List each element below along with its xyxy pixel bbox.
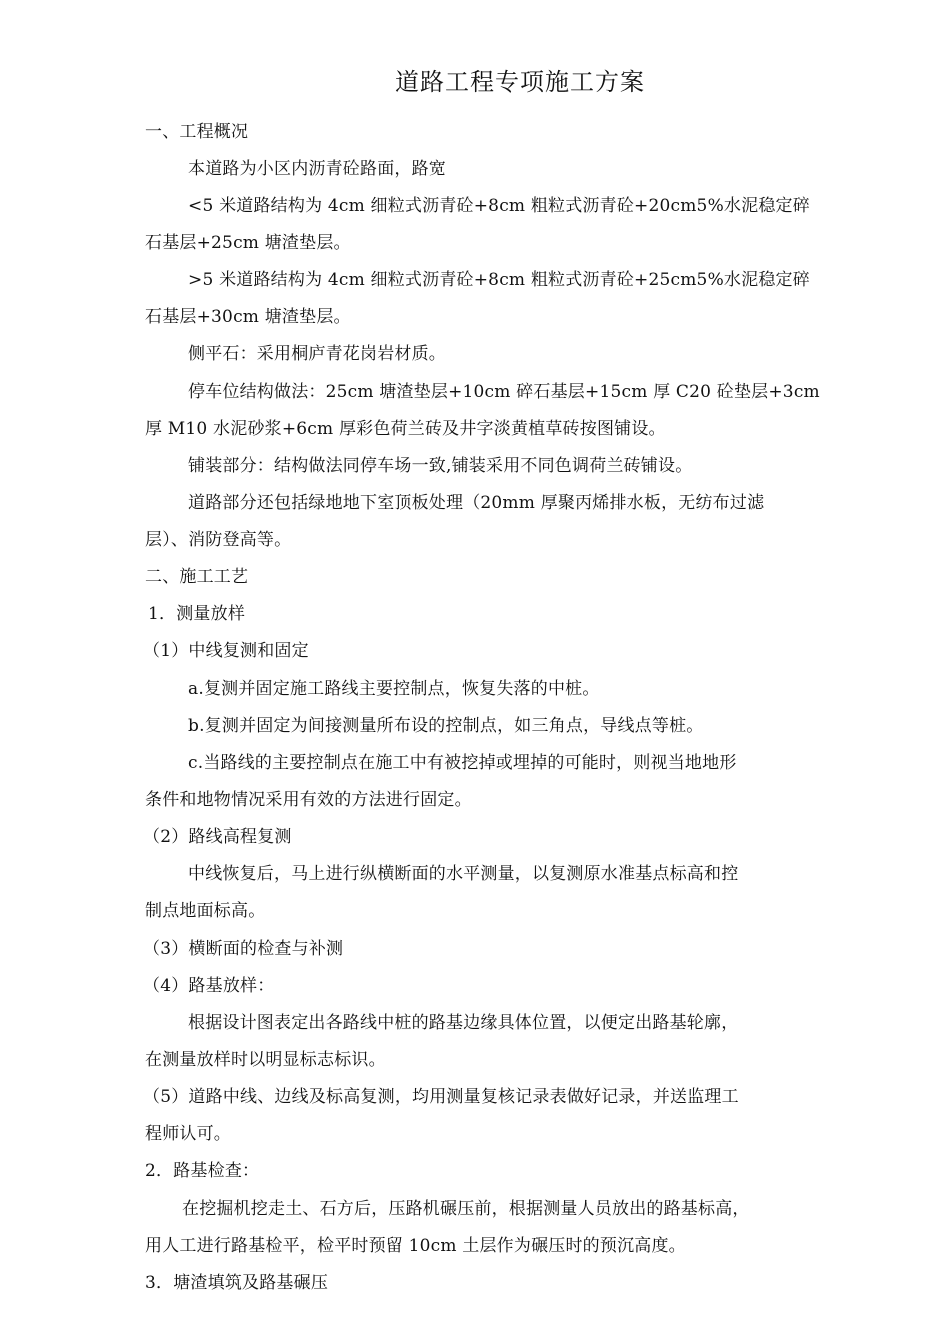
paragraph-line: 根据设计图表定出各路线中桩的路基边缘具体位置，以便定出路基轮廓，	[188, 1013, 739, 1033]
paragraph-line: b.复测并固定为间接测量所布设的控制点，如三角点，导线点等桩。	[188, 716, 704, 736]
subsection-heading: （1）中线复测和固定	[143, 641, 309, 661]
paragraph-line: <5 米道路结构为 4cm 细粒式沥青砼+8cm 粗粒式沥青砼+20cm5%水泥稳定碎	[188, 196, 810, 216]
section-heading: 一、工程概况	[145, 122, 249, 142]
paragraph-line: 在挖掘机挖走土、石方后，压路机碾压前，根据测量人员放出的路基标高，	[182, 1199, 750, 1219]
paragraph-line: 程师认可。	[145, 1124, 231, 1144]
subsection-heading: （4）路基放样：	[143, 976, 275, 996]
subsection-heading: 2．路基检查：	[145, 1161, 260, 1181]
paragraph-line: 石基层+25cm 塘渣垫层。	[145, 233, 351, 253]
subsection-heading: （2）路线高程复测	[143, 827, 292, 847]
document-title: 道路工程专项施工方案	[395, 68, 645, 96]
subsection-heading: 3．塘渣填筑及路基碾压	[145, 1273, 329, 1293]
subsection-heading: 1．测量放样	[148, 604, 246, 624]
paragraph-line: 铺装部分：结构做法同停车场一致,铺装采用不同色调荷兰砖铺设。	[188, 456, 693, 476]
paragraph-line: 侧平石：采用桐庐青花岗岩材质。	[188, 344, 446, 364]
paragraph-line: 道路部分还包括绿地地下室顶板处理（20mm 厚聚丙烯排水板，无纺布过滤	[188, 493, 765, 513]
paragraph-line: >5 米道路结构为 4cm 细粒式沥青砼+8cm 粗粒式沥青砼+25cm5%水泥稳定碎	[188, 270, 810, 290]
paragraph-line: 在测量放样时以明显标志标识。	[145, 1050, 386, 1070]
paragraph-line: 条件和地物情况采用有效的方法进行固定。	[145, 790, 472, 810]
paragraph-line: 中线恢复后，马上进行纵横断面的水平测量，以复测原水准基点标高和控	[188, 864, 739, 884]
paragraph-line: 层）、消防登高等。	[145, 530, 292, 550]
paragraph-line: 厚 M10 水泥砂浆+6cm 厚彩色荷兰砖及井字淡黄植草砖按图铺设。	[145, 419, 666, 439]
paragraph-line: 石基层+30cm 塘渣垫层。	[145, 307, 351, 327]
paragraph-line: 用人工进行路基检平，检平时预留 10cm 土层作为碾压时的预沉高度。	[145, 1236, 686, 1256]
subsection-heading: （3）横断面的检查与补测	[143, 939, 344, 959]
paragraph-line: a.复测并固定施工路线主要控制点，恢复失落的中桩。	[188, 679, 600, 699]
section-heading: 二、施工工艺	[145, 567, 249, 587]
paragraph-line: 本道路为小区内沥青砼路面，路宽	[188, 159, 446, 179]
paragraph-line: （5）道路中线、边线及标高复测，均用测量复核记录表做好记录，并送监理工	[143, 1087, 739, 1107]
paragraph-line: 停车位结构做法：25cm 塘渣垫层+10cm 碎石基层+15cm 厚 C20 砼垫层+3cm	[188, 382, 820, 402]
paragraph-line: c.当路线的主要控制点在施工中有被挖掉或埋掉的可能时，则视当地地形	[188, 753, 737, 773]
paragraph-line: 制点地面标高。	[145, 901, 266, 921]
